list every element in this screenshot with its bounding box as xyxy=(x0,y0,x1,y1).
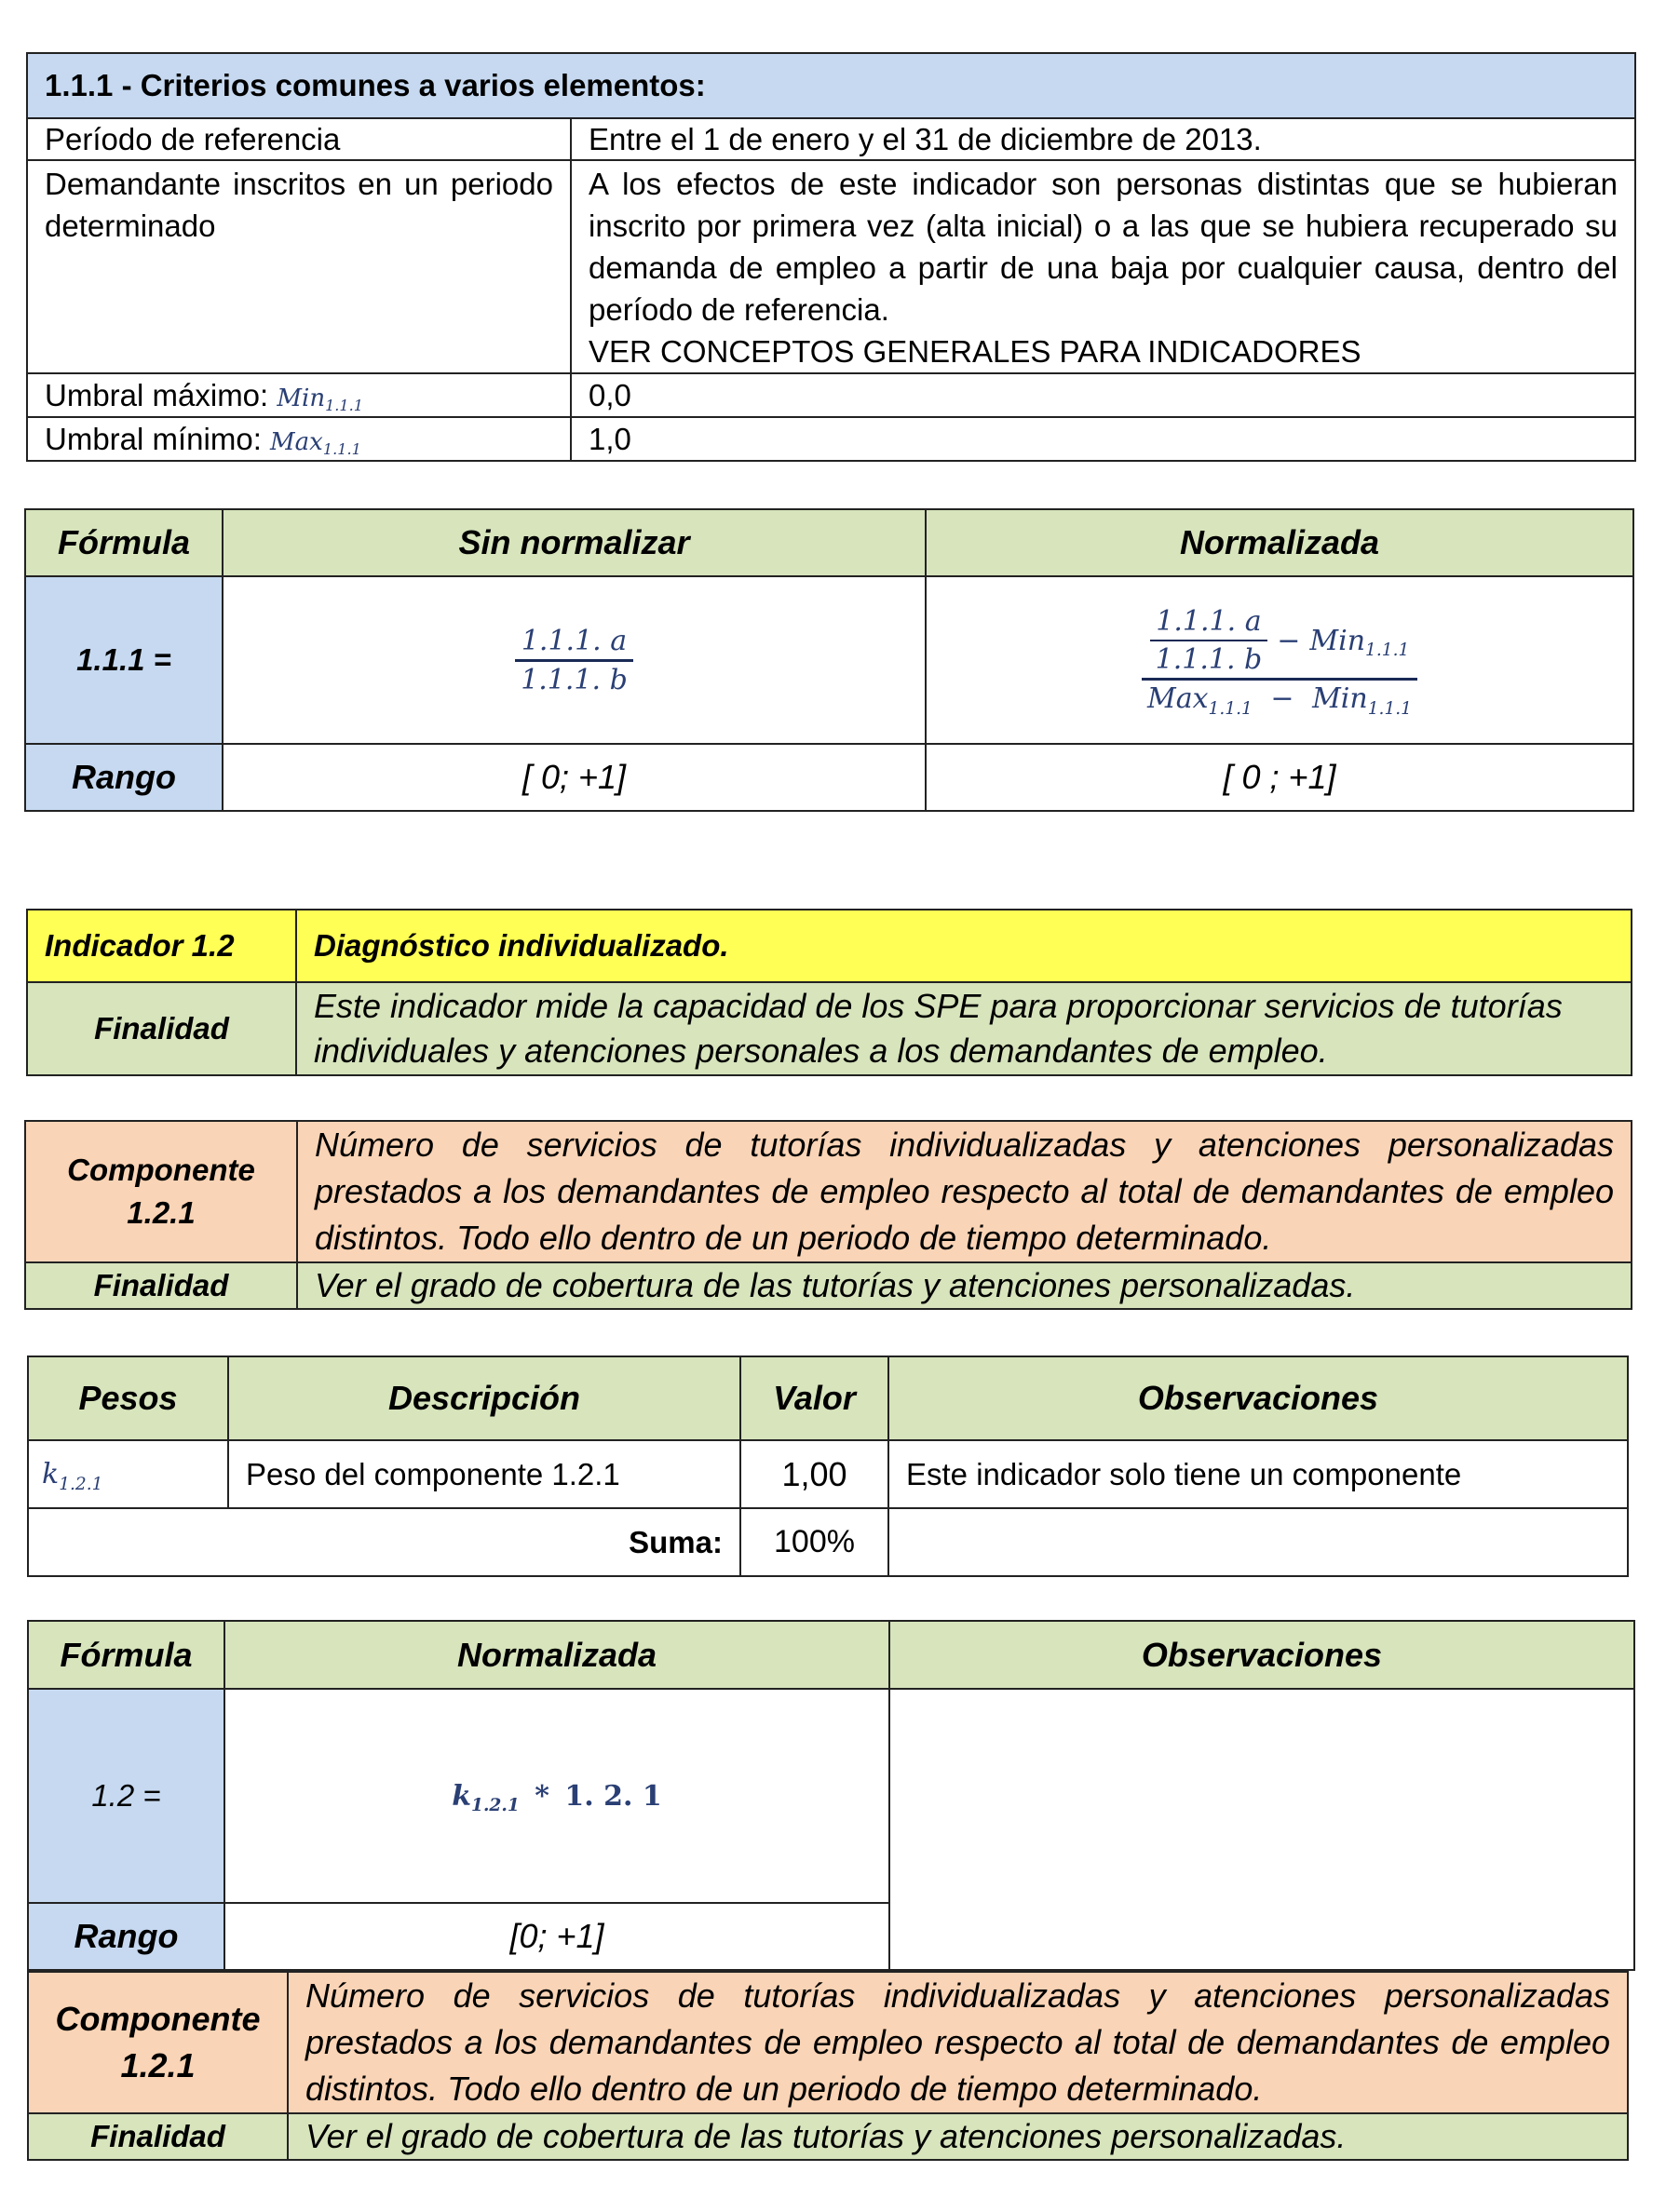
weights-header-pesos: Pesos xyxy=(28,1356,228,1440)
formula-raw-denominator: 1.1.1. b xyxy=(521,663,628,696)
criteria-label-umbral-min-cell xyxy=(27,417,571,461)
criteria-label-demandante: Demandante inscritos en un periodo determinado xyxy=(27,160,571,373)
weights-sum-label: Suma: xyxy=(28,1508,740,1576)
component-finalidad-text: Ver el grado de cobertura de las tutorías y atenciones personalizadas. xyxy=(297,1262,1632,1309)
formula2-header-normalizada: Normalizada xyxy=(224,1621,889,1689)
formula-raw-numerator: 1.1.1. a xyxy=(521,624,628,657)
weights-header-observaciones: Observaciones xyxy=(888,1356,1628,1440)
criteria-value-demandante-cell xyxy=(571,160,1635,373)
indicator-finalidad-text: Este indicador mide la capacidad de los SPE para proporcionar servicios de tutorías individuales y atenciones personales a los demandantes de empleo. xyxy=(296,982,1632,1075)
formula2-row-label: 1.2 = xyxy=(28,1689,224,1903)
formula-norm-denominator: Max$_{1.1.1}$ − Min$_{1.1.1}$ xyxy=(1146,682,1413,719)
weights-header-valor: Valor xyxy=(740,1356,888,1440)
weights-symbol-cell xyxy=(28,1440,228,1508)
formula2-range-value: [0; +1] xyxy=(224,1903,889,1970)
formula2-fin-text: Ver el grado de cobertura de las tutorías y atenciones personalizadas. xyxy=(288,2113,1628,2160)
max-symbol: Max$_{1.1.1}$ xyxy=(270,427,361,459)
range-label: Rango xyxy=(25,744,223,811)
formula2-expr-cell xyxy=(224,1689,889,1903)
formula-norm-inner-fraction xyxy=(1150,605,1268,676)
criteria-table xyxy=(26,52,1636,462)
weights-description: Peso del componente 1.2.1 xyxy=(228,1440,740,1508)
criteria-label-umbral-max-cell xyxy=(27,373,571,417)
formula-12-table xyxy=(27,1620,1635,1971)
formula-norm-inner-den: 1.1.1. b xyxy=(1155,643,1263,676)
indicator-table xyxy=(26,909,1632,1076)
formula2-expression: $k_{1.2.1} * 1$. 2. 1 xyxy=(452,1779,662,1815)
component-label-cell xyxy=(25,1121,297,1262)
formula2-comp-label-line2: 1.2.1 xyxy=(120,2046,196,2084)
formula2-comp-text: Número de servicios de tutorías individualizadas y atenciones personalizadas prestados a los demandantes de empleo respecto al total de demandantes de empleo distintos. Todo ello dentro de un periodo de tiempo determinado. xyxy=(288,1972,1628,2113)
weights-value: 1,00 xyxy=(740,1440,888,1508)
indicator-label: Indicador 1.2 xyxy=(27,910,296,982)
weights-header-descripcion: Descripción xyxy=(228,1356,740,1440)
formula2-range-label: Rango xyxy=(28,1903,224,1970)
formula-norm-inner-num: 1.1.1. a xyxy=(1156,605,1262,638)
formula-111-table xyxy=(24,508,1634,812)
criteria-value-demandante: A los efectos de este indicador son personas distintas que se hubieran inscrito por primera vez (alta inicial) o a las que se hubiera recuperado su demanda de empleo a partir de una baja por cualquier causa, dentro del período de referencia. xyxy=(589,167,1618,327)
indicator-title: Diagnóstico individualizado. xyxy=(296,910,1632,982)
criteria-label-umbral-min: Umbral mínimo: xyxy=(45,421,262,456)
min-symbol: Min$_{1.1.1}$ xyxy=(277,384,364,415)
k-symbol: $k_{1.2.1}$ xyxy=(42,1458,103,1494)
criteria-value-umbral-min: 1,0 xyxy=(571,417,1635,461)
formula-12-component-table xyxy=(27,1971,1629,2161)
range-norm: [ 0 ; +1] xyxy=(926,744,1633,811)
component-label-line1: Componente xyxy=(67,1153,255,1187)
formula2-observaciones-cell xyxy=(889,1689,1634,1970)
range-raw: [ 0; +1] xyxy=(223,744,926,811)
criteria-label-umbral-max: Umbral máximo: xyxy=(45,377,269,412)
criteria-value-periodo: Entre el 1 de enero y el 31 de diciembre de 2013. xyxy=(571,118,1635,160)
criteria-label-periodo: Período de referencia xyxy=(27,118,571,160)
formula-row-label: 1.1.1 = xyxy=(25,576,223,744)
formula-norm-fraction xyxy=(1142,605,1417,719)
weights-sum-value: 100% xyxy=(740,1508,888,1576)
criteria-value-ver-conceptos: VER CONCEPTOS GENERALES PARA INDICADORES xyxy=(589,334,1361,369)
formula-header-normalizada: Normalizada xyxy=(926,509,1633,576)
indicator-finalidad-label: Finalidad xyxy=(27,982,296,1075)
weights-table xyxy=(27,1356,1629,1577)
formula-raw-fraction xyxy=(515,625,633,696)
formula-norm-min-top: Min$_{1.1.1}$ xyxy=(1309,624,1410,660)
formula-norm-cell xyxy=(926,576,1633,744)
component-text: Número de servicios de tutorías individualizadas y atenciones personalizadas prestados a los demandantes de empleo respecto al total de demandantes de empleo distintos. Todo ello dentro de un periodo de tiempo determinado. xyxy=(297,1121,1632,1262)
formula-header-sin-normalizar: Sin normalizar xyxy=(223,509,926,576)
weights-observation: Este indicador solo tiene un componente xyxy=(888,1440,1628,1508)
minus-sign: − xyxy=(1277,624,1301,657)
weights-sum-empty xyxy=(888,1508,1628,1576)
criteria-title: 1.1.1 - Criterios comunes a varios elementos: xyxy=(27,53,1635,118)
formula2-comp-label-line1: Componente xyxy=(55,2000,261,2038)
formula2-fin-label: Finalidad xyxy=(28,2113,288,2160)
component-finalidad-label: Finalidad xyxy=(25,1262,297,1309)
formula-header-formula: Fórmula xyxy=(25,509,223,576)
formula2-comp-label-cell xyxy=(28,1972,288,2113)
component-label-line2: 1.2.1 xyxy=(127,1195,196,1230)
formula2-header-observaciones: Observaciones xyxy=(889,1621,1634,1689)
formula-raw-cell xyxy=(223,576,926,744)
formula2-header-formula: Fórmula xyxy=(28,1621,224,1689)
criteria-value-umbral-max: 0,0 xyxy=(571,373,1635,417)
component-table xyxy=(24,1120,1632,1310)
